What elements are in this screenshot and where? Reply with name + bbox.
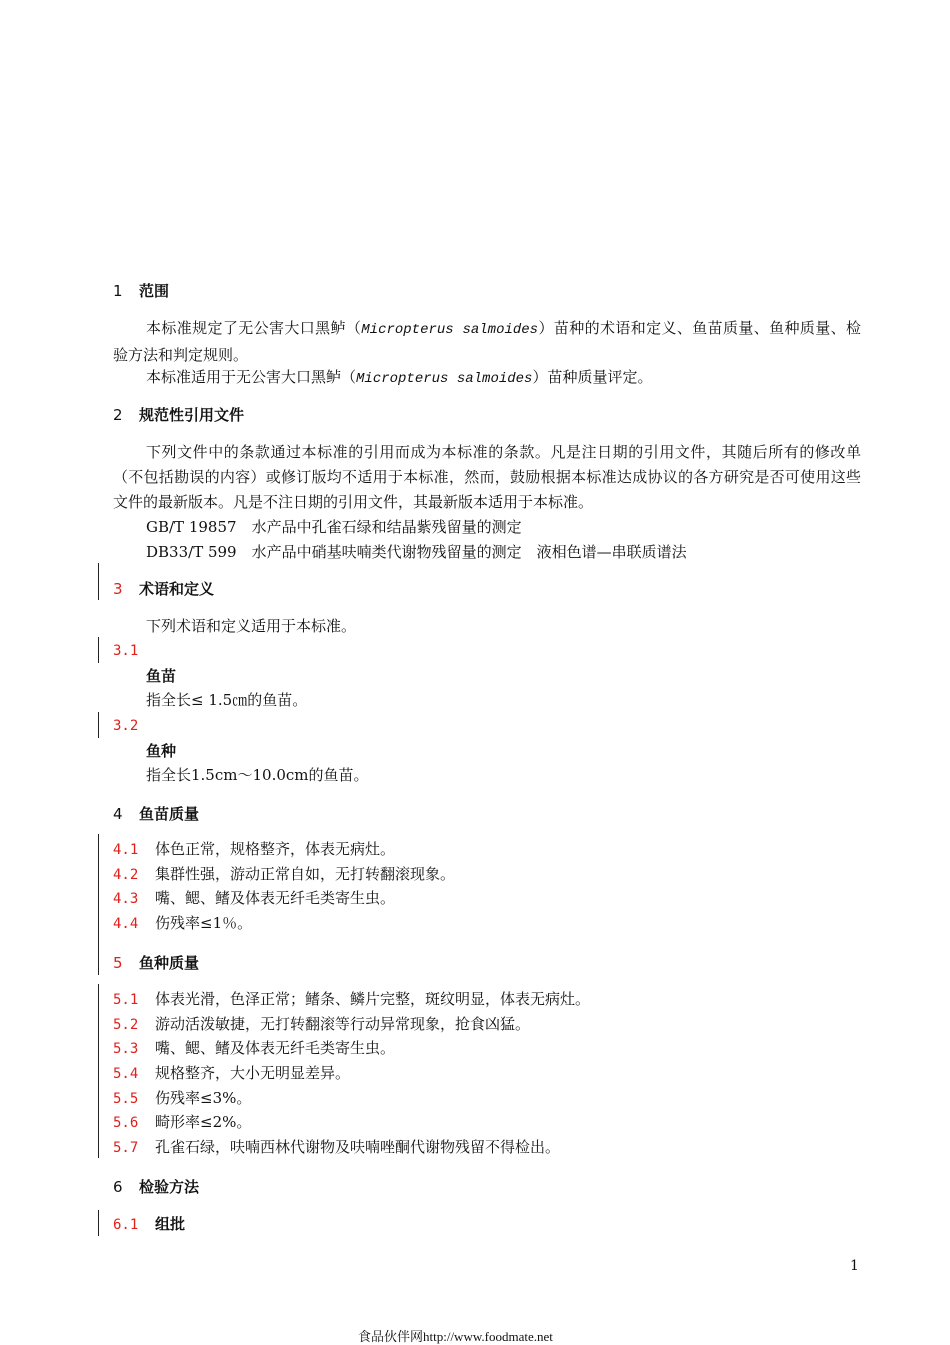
terms-intro: 下列术语和定义适用于本标准。: [146, 617, 357, 635]
change-bar: [98, 637, 99, 663]
change-bar: [98, 563, 99, 600]
term-3-1-definition: 指全长≤ 1.5㎝的鱼苗。: [146, 691, 308, 709]
term-3-2-number: 3.2: [113, 718, 139, 734]
term-3-2-definition: 指全长1.5cm～10.0cm的鱼苗。: [146, 766, 369, 784]
term-3-2-name: 鱼种: [146, 742, 177, 760]
subsection-6-1-heading: 6.1 组批: [113, 1215, 186, 1233]
clause-5-5: 5.5 伤残率≤3%。: [113, 1089, 252, 1107]
clause-4-3: 4.3 嘴、鳃、鳍及体表无纤毛类寄生虫。: [113, 889, 396, 907]
section-1-heading: 1 范围: [113, 282, 170, 300]
section-4-heading: 4 鱼苗质量: [113, 805, 200, 823]
clause-5-2: 5.2 游动活泼敏捷，无打转翻滚等行动异常现象，抢食凶猛。: [113, 1015, 531, 1033]
clause-5-6: 5.6 畸形率≤2%。: [113, 1113, 252, 1131]
scope-paragraph-1: 本标准规定了无公害大口黑鲈（Micropterus salmoides）苗种的术语和定义、鱼苗质量、鱼种质量、检验方法和判定规则。: [113, 319, 861, 364]
clause-5-3: 5.3 嘴、鳃、鳍及体表无纤毛类寄生虫。: [113, 1039, 396, 1057]
change-bar: [98, 712, 99, 738]
page-number: 1: [850, 1258, 859, 1274]
latin-name: Micropterus salmoides: [361, 322, 539, 338]
section-5-heading: 5 鱼种质量: [113, 954, 200, 972]
footer-watermark: 食品伙伴网http://www.foodmate.net: [358, 1329, 553, 1344]
clause-4-1: 4.1 体色正常，规格整齐，体表无病灶。: [113, 840, 396, 858]
change-bar: [98, 834, 99, 938]
latin-name: Micropterus salmoides: [356, 371, 533, 387]
term-3-1-name: 鱼苗: [146, 667, 177, 685]
section-6-heading: 6 检验方法: [113, 1178, 200, 1196]
section-3-heading: 3 术语和定义: [113, 580, 215, 598]
refs-intro: 下列文件中的条款通过本标准的引用而成为本标准的条款。凡是注日期的引用文件，其随后所有的修改单（不包括勘误的内容）或修订版均不适用于本标准，然而，鼓励根据本标准达成协议的各方研究是否可使用这些文件的最新版本。凡是不注日期的引用文件，其最新版本适用于本标准。: [113, 443, 861, 511]
scope-paragraph-2: 本标准适用于无公害大口黑鲈（Micropterus salmoides）苗种质量评定。: [146, 368, 653, 387]
term-3-1-number: 3.1: [113, 643, 139, 659]
ref-item: DB33/T 599 水产品中硝基呋喃类代谢物残留量的测定 液相色谱—串联质谱法: [146, 543, 687, 561]
clause-4-4: 4.4 伤残率≤1％。: [113, 914, 253, 932]
clause-5-7: 5.7 孔雀石绿，呋喃西林代谢物及呋喃唑酮代谢物残留不得检出。: [113, 1138, 561, 1156]
clause-4-2: 4.2 集群性强，游动正常自如，无打转翻滚现象。: [113, 865, 456, 883]
change-bar: [98, 1210, 99, 1236]
ref-item: GB/T 19857 水产品中孔雀石绿和结晶紫残留量的测定: [146, 518, 522, 536]
clause-5-1: 5.1 体表光滑，色泽正常；鳍条、鳞片完整，斑纹明显，体表无病灶。: [113, 990, 591, 1008]
section-2-heading: 2 规范性引用文件: [113, 406, 245, 424]
change-bar: [98, 984, 99, 1158]
clause-5-4: 5.4 规格整齐，大小无明显差异。: [113, 1064, 351, 1082]
change-bar: [98, 938, 99, 975]
